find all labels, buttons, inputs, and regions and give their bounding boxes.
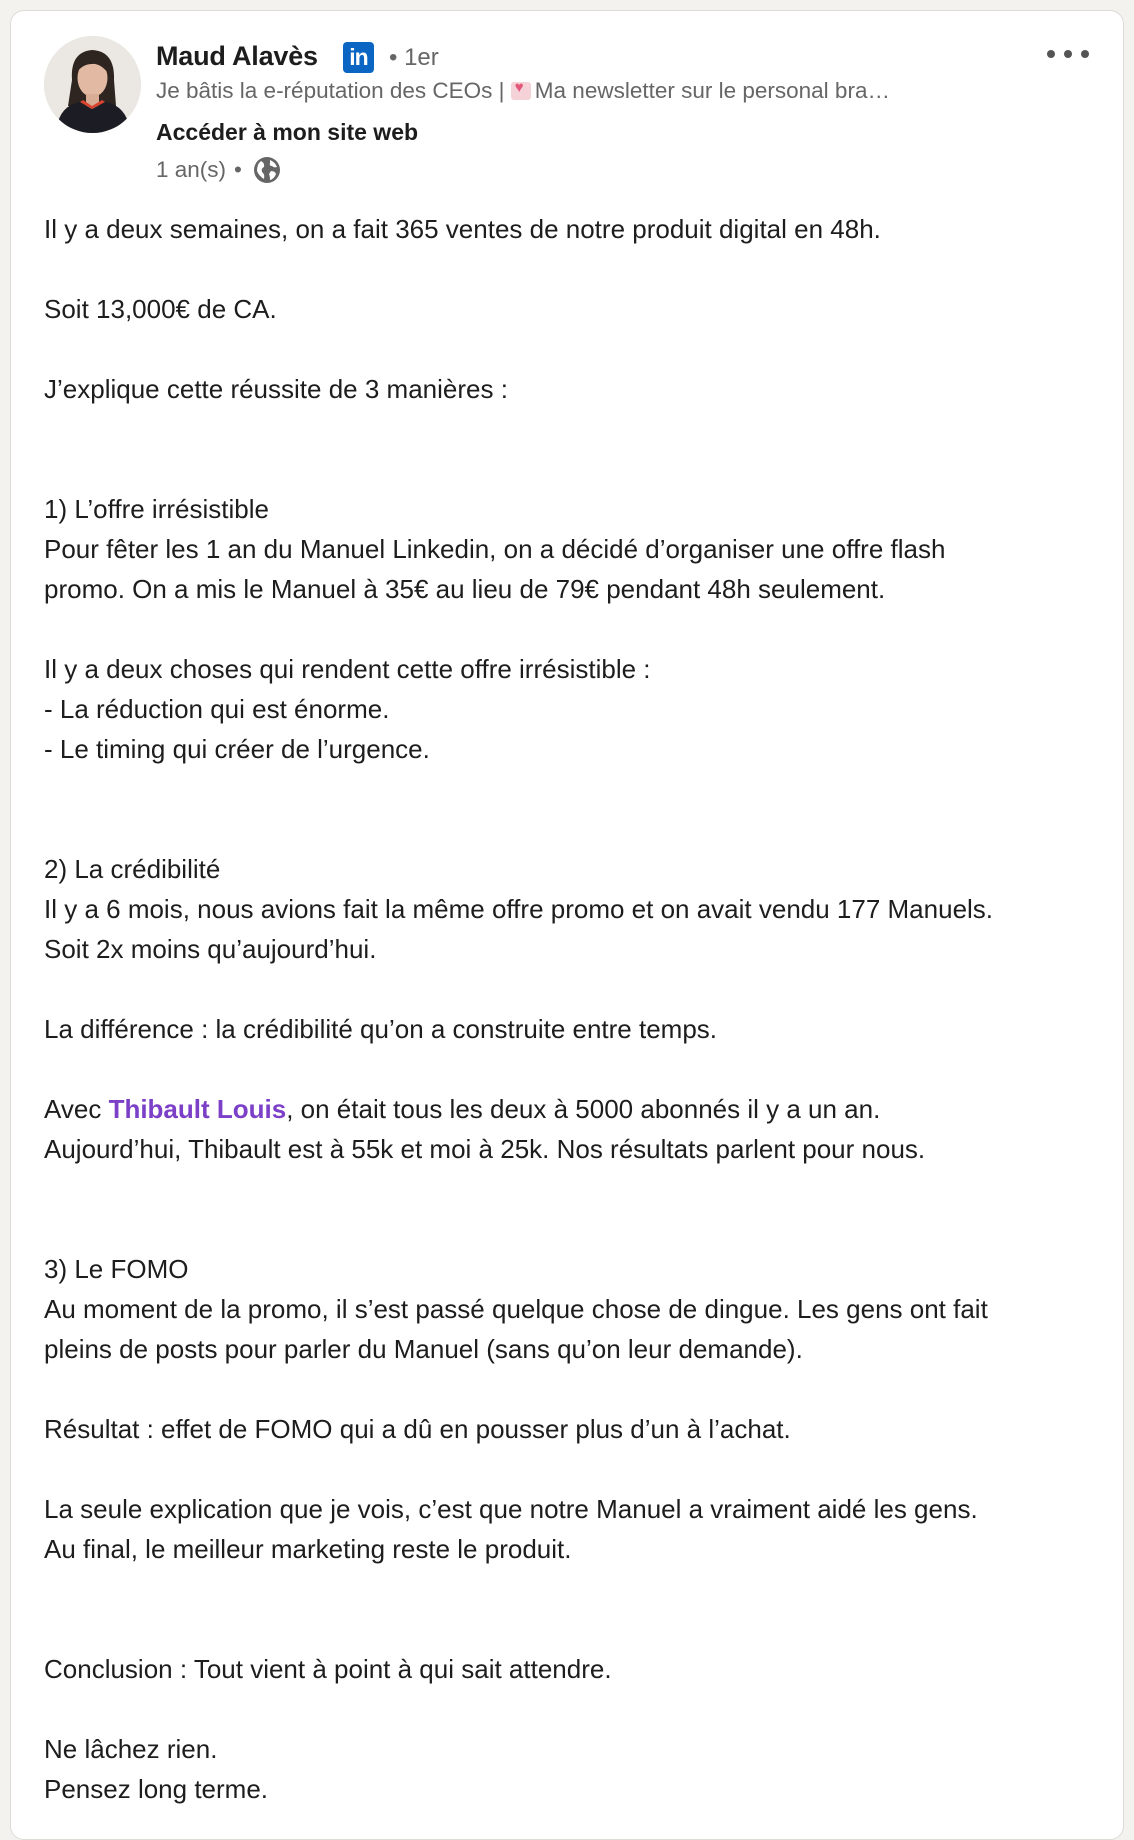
post-line: J’explique cette réussite de 3 manières : — [44, 374, 508, 404]
post-line: - La réduction qui est énorme. — [44, 694, 390, 724]
mention-link[interactable]: Thibault Louis — [108, 1094, 287, 1124]
post-line: Ne lâchez rien. — [44, 1734, 218, 1764]
post-line: Au moment de la promo, il s’est passé quelque chose de dingue. Les gens ont fait — [44, 1294, 988, 1324]
post-card — [10, 10, 1124, 1840]
post-text: , on était tous les deux à 5000 abonnés il y a un an. — [286, 1094, 881, 1124]
post-line: pleins de posts pour parler du Manuel (sans qu’on leur demande). — [44, 1334, 803, 1364]
linkedin-icon: in — [343, 42, 374, 73]
avatar[interactable] — [44, 36, 141, 133]
globe-icon — [252, 155, 282, 185]
post-line: Il y a deux semaines, on a fait 365 ventes de notre produit digital en 48h. — [44, 214, 881, 244]
post-body — [44, 209, 1104, 1809]
headline-prefix: Je bâtis la e-réputation des CEOs | — [156, 78, 505, 103]
post-line: Soit 13,000€ de CA. — [44, 294, 277, 324]
post-text: Avec — [44, 1094, 109, 1124]
more-options-icon-dot — [1081, 50, 1089, 58]
section-title: 1) L’offre irrésistible — [44, 494, 269, 524]
post-line: - Le timing qui créer de l’urgence. — [44, 734, 430, 764]
post-line: La seule explication que je vois, c’est que notre Manuel a vraiment aidé les gens. — [44, 1494, 978, 1524]
section-title: 2) La crédibilité — [44, 854, 221, 884]
meta-separator: • — [234, 157, 242, 182]
headline-suffix: Ma newsletter sur le personal bra… — [534, 78, 890, 103]
post-line: Pensez long terme. — [44, 1774, 269, 1804]
post-line: Pour fêter les 1 an du Manuel Linkedin, on a décidé d’organiser une offre flash — [44, 534, 946, 564]
post-line: Au final, le meilleur marketing reste le produit. — [44, 1534, 572, 1564]
post-time: 1 an(s) — [156, 157, 227, 182]
website-link[interactable]: Accéder à mon site web — [156, 119, 419, 145]
post-line: Il y a deux choses qui rendent cette offre irrésistible : — [44, 654, 651, 684]
connection-degree: • 1er — [389, 44, 439, 71]
post-line: Aujourd’hui, Thibault est à 55k et moi à 25k. Nos résultats parlent pour nous. — [44, 1134, 926, 1164]
heart-letter-icon — [511, 82, 531, 100]
post-line: promo. On a mis le Manuel à 35€ au lieu de 79€ pendant 48h seulement. — [44, 574, 886, 604]
author-name[interactable]: Maud Alavès — [156, 41, 318, 71]
post-line: Il y a 6 mois, nous avions fait la même offre promo et on avait vendu 177 Manuels. — [44, 894, 994, 924]
section-title: 3) Le FOMO — [44, 1254, 189, 1284]
post-line-with-mention — [44, 1089, 1104, 1129]
more-options-icon-dot — [1064, 50, 1072, 58]
more-options-icon — [1047, 50, 1055, 58]
post-meta — [156, 152, 282, 188]
more-options-button[interactable] — [1041, 41, 1095, 67]
post-line: Soit 2x moins qu’aujourd’hui. — [44, 934, 377, 964]
author-headline — [156, 78, 966, 104]
post-line: Résultat : effet de FOMO qui a dû en pousser plus d’un à l’achat. — [44, 1414, 791, 1444]
post-line: La différence : la crédibilité qu’on a construite entre temps. — [44, 1014, 718, 1044]
post-line: Conclusion : Tout vient à point à qui sait attendre. — [44, 1654, 612, 1684]
avatar-photo — [44, 36, 141, 133]
